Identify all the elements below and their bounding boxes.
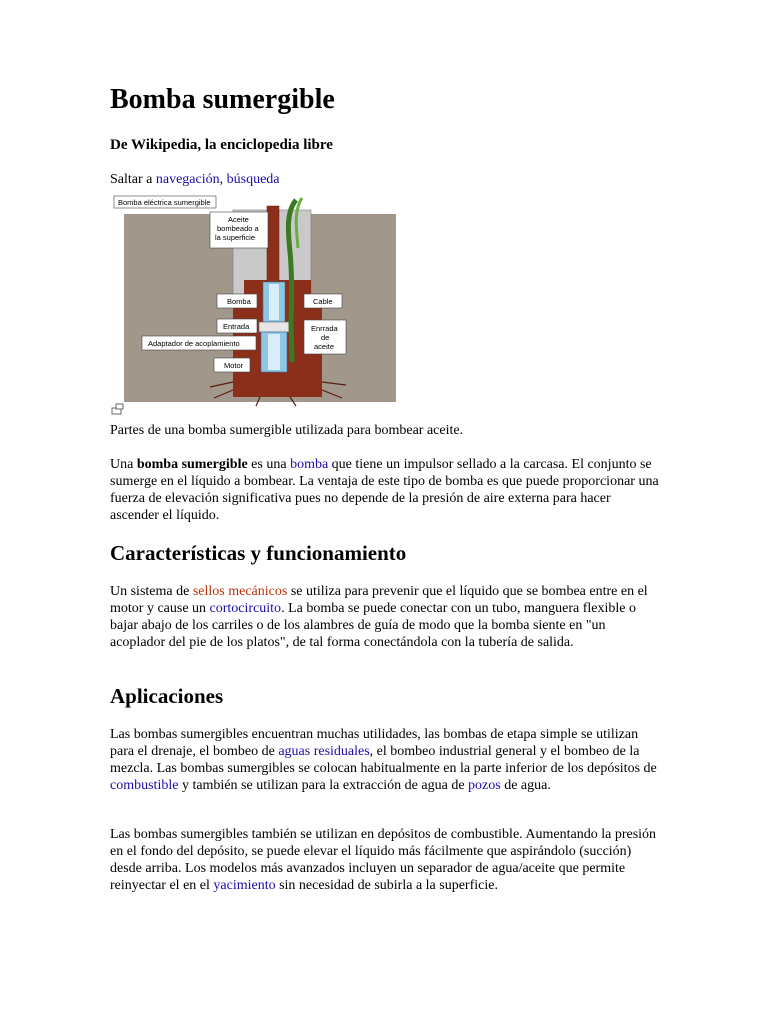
link-pozos[interactable]: pozos: [468, 778, 501, 793]
svg-text:bombeado a: bombeado a: [217, 224, 259, 233]
label-pump-title: [114, 196, 216, 208]
pump-figure: [110, 192, 400, 422]
s2-p2-text-1: Las bombas sumergibles también se utilizan en depósitos de combustible. Aumentando la presión en el fondo del depósito, se puede elevar el líquido más fácilmente que aspirándolo (succión) desde arriba. Los modelos más avanzados incluyen un separador de agua/aceite que permite reinyectar el en el: [110, 827, 657, 893]
svg-text:Motor: Motor: [224, 361, 244, 370]
pump-diagram: [110, 192, 400, 422]
svg-text:Cable: Cable: [313, 297, 333, 306]
link-navegacion[interactable]: navegación: [155, 172, 220, 187]
paragraph-caracteristicas: [110, 583, 662, 651]
svg-text:la superficie: la superficie: [215, 233, 256, 242]
heading-aplicaciones: Aplicaciones: [110, 684, 224, 708]
svg-text:Entrada: Entrada: [223, 322, 250, 331]
label-cable: [304, 294, 342, 308]
link-combustible[interactable]: combustible: [110, 778, 179, 793]
paragraph-aplicaciones-2: [110, 826, 662, 894]
intake: [259, 322, 289, 332]
label-oil-pumped: [210, 212, 268, 248]
link-sellos-mecanicos[interactable]: sellos mecánicos: [192, 584, 288, 599]
link-yacimiento[interactable]: yacimiento: [213, 878, 276, 893]
page-title: Bomba sumergible: [110, 84, 335, 115]
svg-text:aceite: aceite: [314, 342, 335, 351]
link-busqueda[interactable]: búsqueda: [226, 172, 280, 187]
svg-text:Bomba: Bomba: [227, 297, 251, 306]
s2-p1-text-3: y también se utilizan para la extracción de agua de: [178, 778, 469, 793]
link-cortocircuito[interactable]: cortocircuito: [209, 601, 282, 616]
s1-text-1: Un sistema de: [110, 584, 193, 599]
s2-p1-text-4: de agua.: [500, 778, 551, 793]
s1-text-2: se utiliza para prevenir que el líquido que se bombea entre en el motor y cause un: [110, 584, 648, 616]
svg-text:Aceite: Aceite: [228, 215, 249, 224]
intro-text-3: que tiene un impulsor sellado a la carcasa. El conjunto se sumerge en el líquido a bombear. La ventaja de este tipo de bomba es que puede proporcionar una fuerza de elevación significativa pues no depende de la presión de aire externa para hacer ascender el líquido.: [110, 457, 659, 523]
intro-paragraph: [110, 456, 662, 524]
link-aguas-residuales[interactable]: aguas residuales: [278, 744, 370, 759]
svg-text:Adaptador de acoplamiento: Adaptador de acoplamiento: [148, 339, 240, 348]
motor-core: [268, 334, 280, 370]
s2-p1-text-1: Las bombas sumergibles encuentran muchas utilidades, las bombas de etapa simple se utilizan para el drenaje, el bombeo de: [110, 727, 639, 759]
intro-bold-term: bomba sumergible: [136, 457, 248, 472]
s1-text-3: . La bomba se puede conectar con un tubo, manguera flexible o bajar abajo de los carriles o de los alambres de guía de modo que la bomba siente en "un acoplador del pie de los platos", de tal forma conectándola con la tubería de salida.: [110, 601, 636, 650]
pump-core: [269, 284, 279, 320]
intro-text-2: es una: [247, 457, 291, 472]
figure-caption: Partes de una bomba sumergible utilizada para bombear aceite.: [110, 423, 464, 438]
intro-text-1: Una: [110, 457, 137, 472]
jump-links: [110, 172, 280, 188]
svg-text:de: de: [321, 333, 330, 342]
label-motor: [214, 358, 250, 372]
s2-p1-text-2: , el bombeo industrial general y el bombeo de la mezcla. Las bombas sumergibles se colocan habitualmente en la parte inferior de los depósitos de: [110, 744, 657, 776]
link-bomba[interactable]: bomba: [290, 457, 329, 472]
discharge-pipe: [267, 206, 279, 284]
jump-separator: ,: [219, 172, 227, 187]
page-subtitle: De Wikipedia, la enciclopedia libre: [110, 137, 333, 153]
paragraph-aplicaciones-1: [110, 726, 662, 794]
s2-p2-text-2: sin necesidad de subirla a la superficie.: [275, 878, 498, 893]
label-pump: [217, 294, 257, 308]
svg-text:Enrrada: Enrrada: [311, 324, 338, 333]
label-inlet: [217, 319, 257, 333]
svg-text:Bomba eléctrica sumergible: Bomba eléctrica sumergible: [118, 198, 211, 207]
label-coupling: [142, 336, 256, 350]
heading-caracteristicas: Características y funcionamiento: [110, 541, 407, 565]
jump-prefix: Saltar a: [110, 172, 156, 187]
label-oil-inlet: [304, 320, 346, 354]
enlarge-icon[interactable]: [112, 404, 123, 414]
